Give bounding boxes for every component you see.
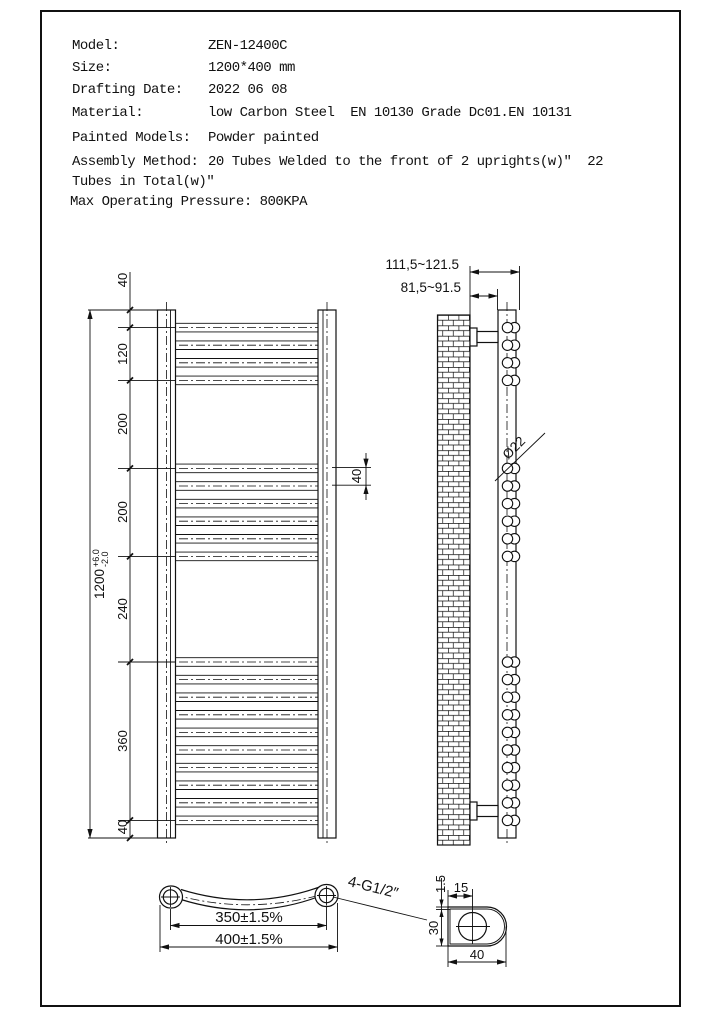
bottom-bracket-flange — [470, 802, 477, 820]
overall-dimension-text — [91, 549, 110, 599]
overall-width-dim-label: 400±1.5% — [215, 931, 283, 948]
bottom-bracket-arm — [477, 806, 498, 817]
wall-thickness-label: 1.5 — [433, 874, 448, 894]
side-extension-lines — [470, 266, 520, 315]
wall-brackets — [470, 328, 498, 820]
pitch-dim-label: 40 — [349, 468, 364, 484]
spec-label: Size: — [72, 60, 112, 76]
dim-label-200b: 200 — [115, 501, 130, 523]
wall-section — [438, 315, 471, 845]
thread-leader-line — [333, 897, 427, 920]
overall-value: 1200 — [92, 568, 107, 600]
spec-label: Model: — [72, 38, 120, 54]
centre-offset-label: 15 — [453, 880, 469, 895]
front-view — [88, 272, 371, 846]
upright-profile-detail — [426, 875, 507, 967]
spec-value: 20 Tubes Welded to the front of 2 uprights(w)″ 22 — [208, 154, 604, 170]
spec-value: 1200*400 mm — [208, 60, 295, 76]
spec-assembly-overflow: Tubes in Total(w)″ — [72, 174, 215, 190]
spec-label: Material: — [72, 105, 144, 121]
dim-label-top-40: 40 — [115, 272, 130, 288]
dim-label-240: 240 — [115, 598, 130, 620]
wall-to-front-dim-label: 111,5~121.5 — [385, 257, 459, 272]
tapping-centres-dim-label: 350±1.5% — [215, 909, 283, 926]
profile-width-label: 40 — [469, 947, 485, 962]
dim-label-360: 360 — [115, 730, 130, 752]
dim-label-120: 120 — [115, 343, 130, 365]
spec-value: Powder painted — [208, 130, 319, 146]
spec-value: low Carbon Steel EN 10130 Grade Dc01.EN 10131 — [208, 105, 572, 121]
dim-label-bottom-40: 40 — [115, 819, 130, 835]
dim-label-200a: 200 — [115, 413, 130, 435]
profile-height-label: 30 — [426, 920, 441, 936]
front-tubes — [162, 323, 332, 824]
side-view — [386, 257, 545, 846]
overall-tol-minus: -2.0 — [100, 551, 110, 567]
spec-value: 2022 06 08 — [208, 82, 288, 98]
spec-label: Drafting Date: — [72, 82, 183, 98]
bottom-plan-view — [160, 873, 428, 952]
thread-spec-label: 4-G1/2″ — [346, 873, 400, 903]
tube-diameter-label: Ø22 — [499, 433, 529, 463]
top-bracket-arm — [477, 332, 498, 343]
spec-value: ZEN-12400C — [208, 38, 288, 54]
wall-to-back-dim-label: 81,5~91.5 — [400, 280, 461, 295]
spec-label: Painted Models: — [72, 130, 191, 146]
top-bracket-flange — [470, 328, 477, 346]
spec-label: Assembly Method: — [72, 154, 199, 170]
curved-tube — [174, 887, 332, 910]
spec-pressure: Max Operating Pressure: 800KPA — [70, 194, 308, 210]
overall-tol-plus: +6.0 — [91, 549, 101, 567]
